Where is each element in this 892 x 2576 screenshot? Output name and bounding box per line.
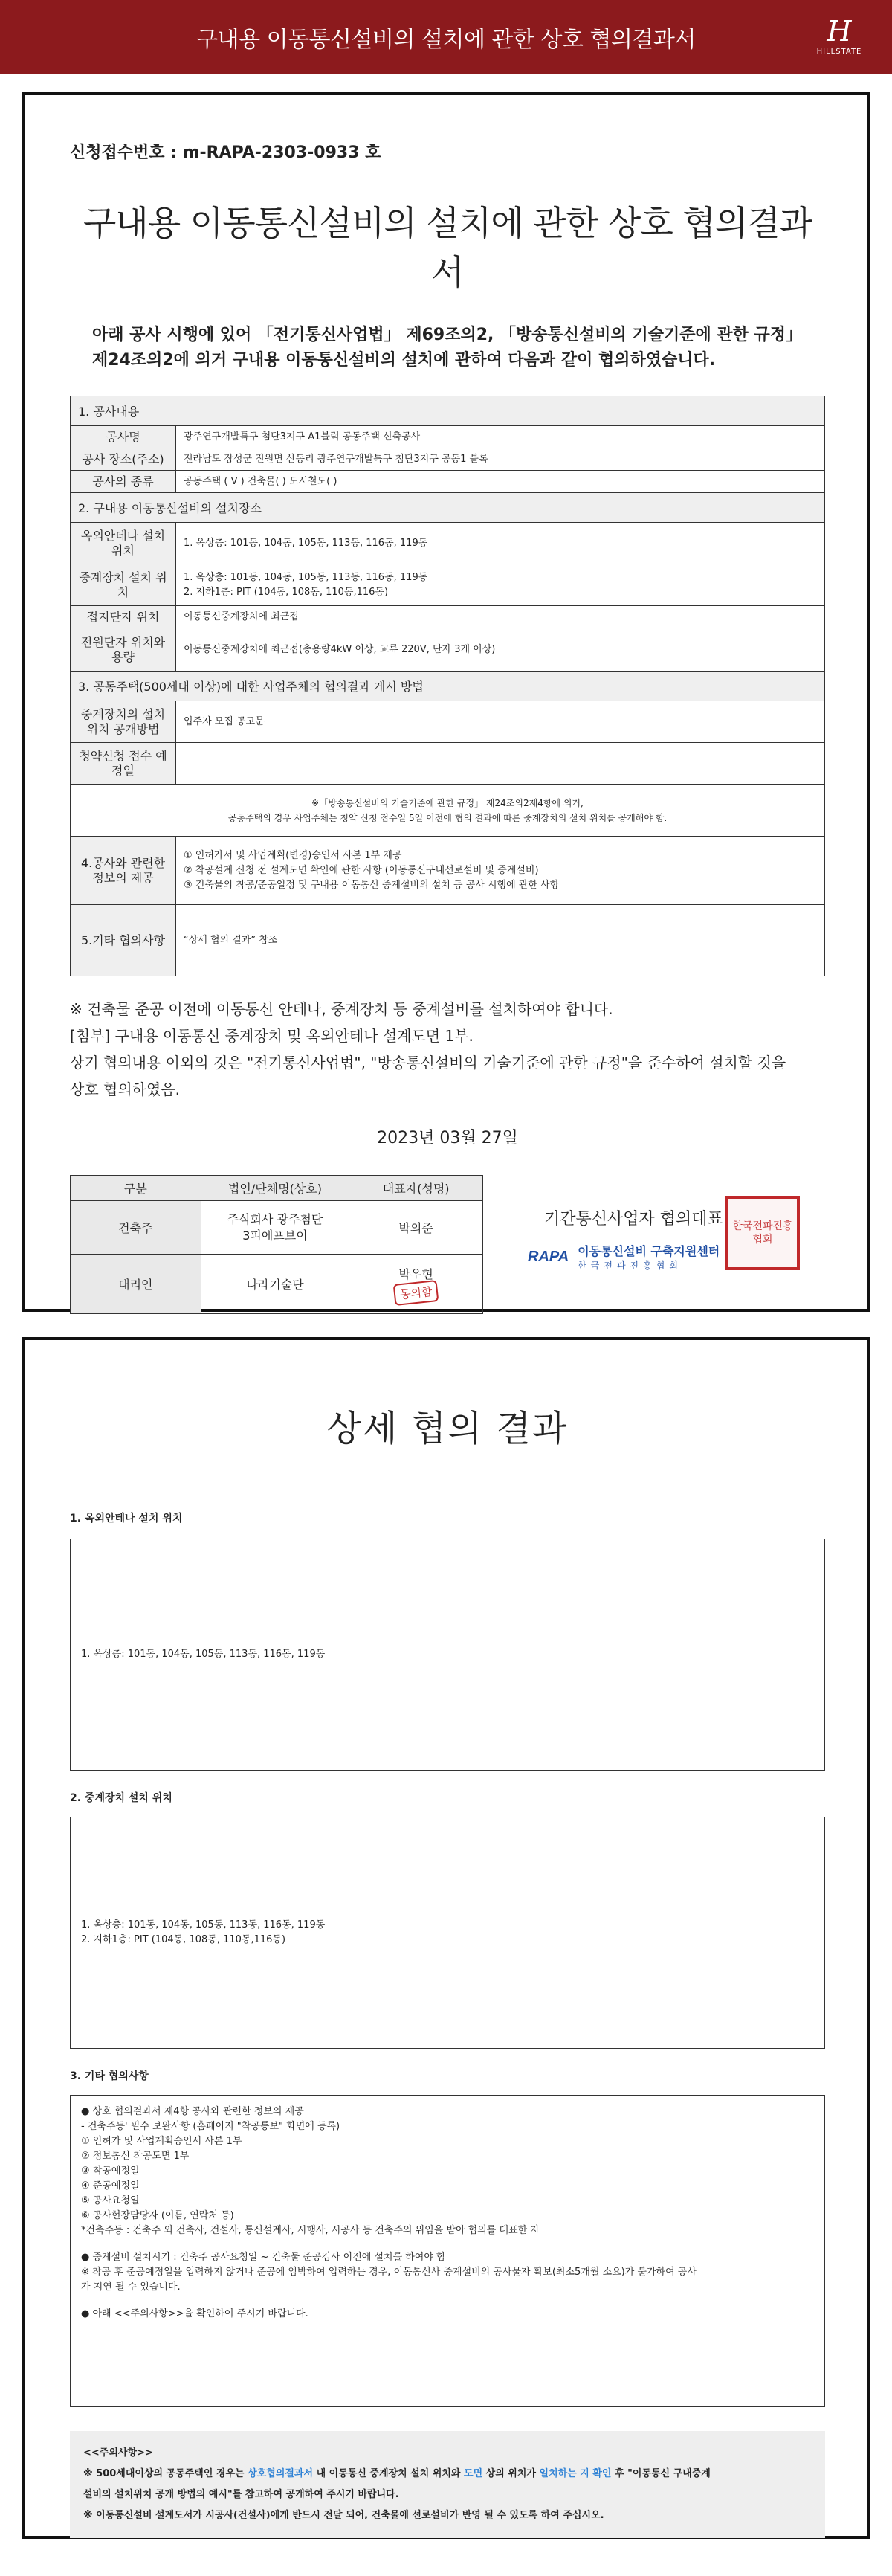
install-timing xyxy=(81,2250,814,2295)
row-label: 전원단자 위치와 용량 xyxy=(71,628,176,672)
subscription-date xyxy=(176,743,825,785)
rapa-association-name: 한국전파진흥협회 xyxy=(578,1260,682,1271)
caution-highlight: 상호협의결과서 xyxy=(248,2468,314,2479)
role-cell: 대리인 xyxy=(71,1255,201,1314)
row-label: 공사 장소(주소) xyxy=(71,448,176,471)
notice-ref-line: ● 아래 <<주의사항>>을 확인하여 주시기 바랍니다. xyxy=(81,2308,308,2319)
power-terminal: 이동통신중계장치에 최근접(총용량4kW 이상, 교류 220V, 단자 3개 이상) xyxy=(176,628,825,672)
caution-line xyxy=(83,2464,812,2485)
hillstate-logo xyxy=(813,16,865,56)
post-line: 상호 협의하였음. xyxy=(70,1081,180,1098)
banner-title: 구내용 이동통신설비의 설치에 관한 상호 협의결과서 xyxy=(196,27,696,53)
note-line: 공동주택의 경우 사업주체는 청약 신청 접수일 5일 이전에 협의 결과에 따른 중계장치의 설치 위치를 공개해야 함. xyxy=(227,812,668,823)
logo-mark-icon: H xyxy=(827,15,852,48)
section-title: 3. 공동주택(500세대 이상)에 대한 사업주체의 협의결과 게시 방법 xyxy=(71,672,825,701)
signature-area xyxy=(70,1175,825,1339)
info-line: - 건축주등' 필수 보완사항 (홈페이지 "착공통보" 화면에 등록) xyxy=(81,2121,340,2132)
detail-section-title: 2. 중계장치 설치 위치 xyxy=(70,1792,172,1804)
timing-line: ● 중계설비 설치시기 : 건축주 공사요청일 ~ 건축물 준공검사 이전에 설치를 하여야 함 xyxy=(81,2252,446,2263)
relay-box xyxy=(70,1817,825,2049)
detail-section-title: 3. 기타 협의사항 xyxy=(70,2070,149,2082)
caution-text: ※ 500세대이상의 공동주택인 경우는 xyxy=(83,2468,248,2479)
detail-title: 상세 협의 결과 xyxy=(326,1408,569,1449)
caution-highlight: 일치하는 지 확인 xyxy=(539,2468,612,2479)
agree-stamp: 동의함 xyxy=(393,1279,439,1305)
relay-line: 2. 지하1층: PIT (104동, 108동, 110동,116동) xyxy=(184,586,389,598)
col-header: 구분 xyxy=(71,1176,201,1201)
info-line: ② 정보통신 착공도면 1부 xyxy=(81,2151,190,2162)
signature-table xyxy=(70,1175,483,1314)
detail-text: 1. 옥상층: 101동, 104동, 105동, 113동, 116동, 119동 xyxy=(81,1649,326,1660)
info-line: ⑤ 공사요청일 xyxy=(81,2195,140,2206)
project-name: 광주연구개발특구 첨단3지구 A1블럭 공동주택 신축공사 xyxy=(176,426,825,448)
detail-section-title: 1. 옥외안테나 설치 위치 xyxy=(70,1513,183,1524)
info-list xyxy=(81,2105,814,2238)
rapa-center-name: 이동통신설비 구축지원센터 xyxy=(578,1244,720,1258)
info-line: ⑥ 공사현장담당자 (이름, 연락처 등) xyxy=(81,2210,234,2221)
detail-document xyxy=(22,1337,870,2539)
section-title: 2. 구내용 이동통신설비의 설치장소 xyxy=(71,493,825,523)
post-line: ※ 건축물 준공 이전에 이동통신 안테나, 중계장치 등 중계설비를 설치하여야 합니다. xyxy=(70,1000,613,1018)
info-item: ③ 건축물의 착공/준공일정 및 구내용 이동통신 중계설비의 설치 등 공사 시행에 관한 사항 xyxy=(184,879,560,891)
relay-location xyxy=(176,564,825,606)
agreement-document xyxy=(22,92,870,1312)
note-line: ※「방송통신설비의 기술기준에 관한 규정」 제24조의2제4항에 의거, xyxy=(311,797,584,808)
caution-text: 내 이동통신 중계장치 설치 위치와 xyxy=(313,2468,465,2479)
info-line: ③ 착공예정일 xyxy=(81,2166,140,2177)
caution-text: 상의 위치가 xyxy=(482,2468,540,2479)
row-label: 공사의 종류 xyxy=(71,471,176,493)
notice-reference xyxy=(81,2307,814,2322)
info-item: ① 인허가서 및 사업계획(변경)승인서 사본 1부 제공 xyxy=(184,849,402,861)
row-label: 5.기타 협의사항 xyxy=(71,905,176,976)
row-label: 중계장치의 설치 위치 공개방법 xyxy=(71,701,176,743)
relay-line: 1. 옥상층: 101동, 104동, 105동, 113동, 116동, 119동 xyxy=(184,571,428,583)
outdoor-antenna-location: 1. 옥상층: 101동, 104동, 105동, 113동, 116동, 119동 xyxy=(176,523,825,564)
agreement-table xyxy=(70,396,825,976)
col-header: 대표자(성명) xyxy=(349,1176,483,1201)
row-label: 옥외안테나 설치 위치 xyxy=(71,523,176,564)
row-label: 4.공사와 관련한 정보의 제공 xyxy=(71,837,176,905)
issuer-block xyxy=(528,1196,840,1285)
org-line: 3피에프브이 xyxy=(242,1228,308,1243)
org-cell xyxy=(201,1201,349,1255)
post-line: 상기 협의내용 이외의 것은 "전기통신사업법", "방송통신설비의 기술기준에 관한 규정"을 준수하여 설치할 것을 xyxy=(70,1054,786,1072)
post-line: [첨부] 구내용 이동통신 중계장치 및 옥외안테나 설계도면 1부. xyxy=(70,1027,474,1045)
post-notes xyxy=(70,996,825,1103)
section-title: 1. 공사내용 xyxy=(71,396,825,426)
detail-text: 1. 옥상층: 101동, 104동, 105동, 113동, 116동, 119동 xyxy=(81,1919,326,1931)
caution-text: 후 "이동통신 구내중계 xyxy=(611,2468,711,2479)
disclosure-method: 입주자 모집 공고문 xyxy=(176,701,825,743)
other-agreements-box xyxy=(70,2095,825,2407)
org-line: 주식회사 광주첨단 xyxy=(227,1211,323,1226)
top-banner xyxy=(0,0,892,74)
timing-line: 가 지연 될 수 있습니다. xyxy=(81,2282,181,2293)
rep-cell xyxy=(349,1255,483,1314)
info-line: *건축주등 : 건축주 외 건축사, 건설사, 통신설계사, 시행사, 시공사 등 건축주의 위임을 받아 협의를 대표한 자 xyxy=(81,2225,540,2236)
document-title: 구내용 이동통신설비의 설치에 관한 상호 협의결과서 xyxy=(83,203,812,292)
info-provision xyxy=(176,837,825,905)
intro-line: 아래 공사 시행에 있어 「전기통신사업법」 제69조의2, 「방송통신설비의 기술기준에 관한 규정」 xyxy=(92,326,803,344)
official-seal-icon: 한국전파진흥협회 xyxy=(725,1196,800,1270)
intro-text xyxy=(70,323,825,373)
rapa-logo xyxy=(528,1242,720,1272)
row-label: 중계장치 설치 위치 xyxy=(71,564,176,606)
info-line: ● 상호 협의결과서 제4항 공사와 관련한 정보의 제공 xyxy=(81,2106,304,2117)
row-label: 공사명 xyxy=(71,426,176,448)
detail-text: 2. 지하1층: PIT (104동, 108동, 110동,116동) xyxy=(81,1934,286,1945)
logo-brand: HILLSTATE xyxy=(816,48,862,56)
row-label: 청약신청 접수 예정일 xyxy=(71,743,176,785)
other-agreements: “상세 협의 결과” 참조 xyxy=(176,905,825,976)
regulation-note xyxy=(71,785,825,837)
project-type: 공동주택 ( V ) 건축물( ) 도시철도( ) xyxy=(176,471,825,493)
row-label: 접지단자 위치 xyxy=(71,606,176,628)
info-item: ② 착공설계 신청 전 설계도면 확인에 관한 사항 (이동통신구내선로설비 및 중계설비) xyxy=(184,864,539,876)
caution-title: <<주의사항>> xyxy=(83,2447,153,2459)
rep-name: 박우현 xyxy=(398,1266,433,1281)
ground-terminal-location: 이동통신중계장치에 최근접 xyxy=(176,606,825,628)
col-header: 법인/단체명(상호) xyxy=(201,1176,349,1201)
issuer-label: 기간통신사업자 협의대표 xyxy=(544,1210,723,1229)
org-cell: 나라기술단 xyxy=(201,1255,349,1314)
agreement-date: 2023년 03월 27일 xyxy=(377,1129,518,1147)
intro-line: 제24조의2에 의거 구내용 이동통신설비의 설치에 관하여 다음과 같이 협의하였습니다. xyxy=(92,351,716,370)
role-cell: 건축주 xyxy=(71,1201,201,1255)
rep-cell: 박의준 xyxy=(349,1201,483,1255)
info-line: ① 인허가 및 사업계획승인서 사본 1부 xyxy=(81,2136,242,2147)
caution-line: ※ 이동통신설비 설계도서가 시공사(건설사)에게 반드시 전달 되어, 건축물에 선로설비가 반영 될 수 있도록 하여 주십시오. xyxy=(83,2510,604,2521)
info-line: ④ 준공예정일 xyxy=(81,2180,140,2192)
rapa-logo-icon: RAPA xyxy=(528,1248,569,1265)
application-number: 신청접수번호 : m-RAPA-2303-0933 호 xyxy=(70,144,381,162)
outdoor-antenna-box xyxy=(70,1539,825,1771)
caution-line: 설비의 설치위치 공개 방법의 예시"를 참고하여 공개하여 주시기 바랍니다. xyxy=(83,2489,399,2500)
caution-box xyxy=(70,2431,825,2538)
project-location: 전라남도 장성군 진원면 산동리 광주연구개발특구 첨단3지구 공동1 블록 xyxy=(176,448,825,471)
timing-line: ※ 착공 후 준공예정일을 입력하지 않거나 준공에 임박하여 입력하는 경우, 이동통신사 중계설비의 공사물자 확보(최소5개월 소요)가 불가하여 공사 xyxy=(81,2267,697,2278)
caution-highlight: 도면 xyxy=(464,2468,483,2479)
